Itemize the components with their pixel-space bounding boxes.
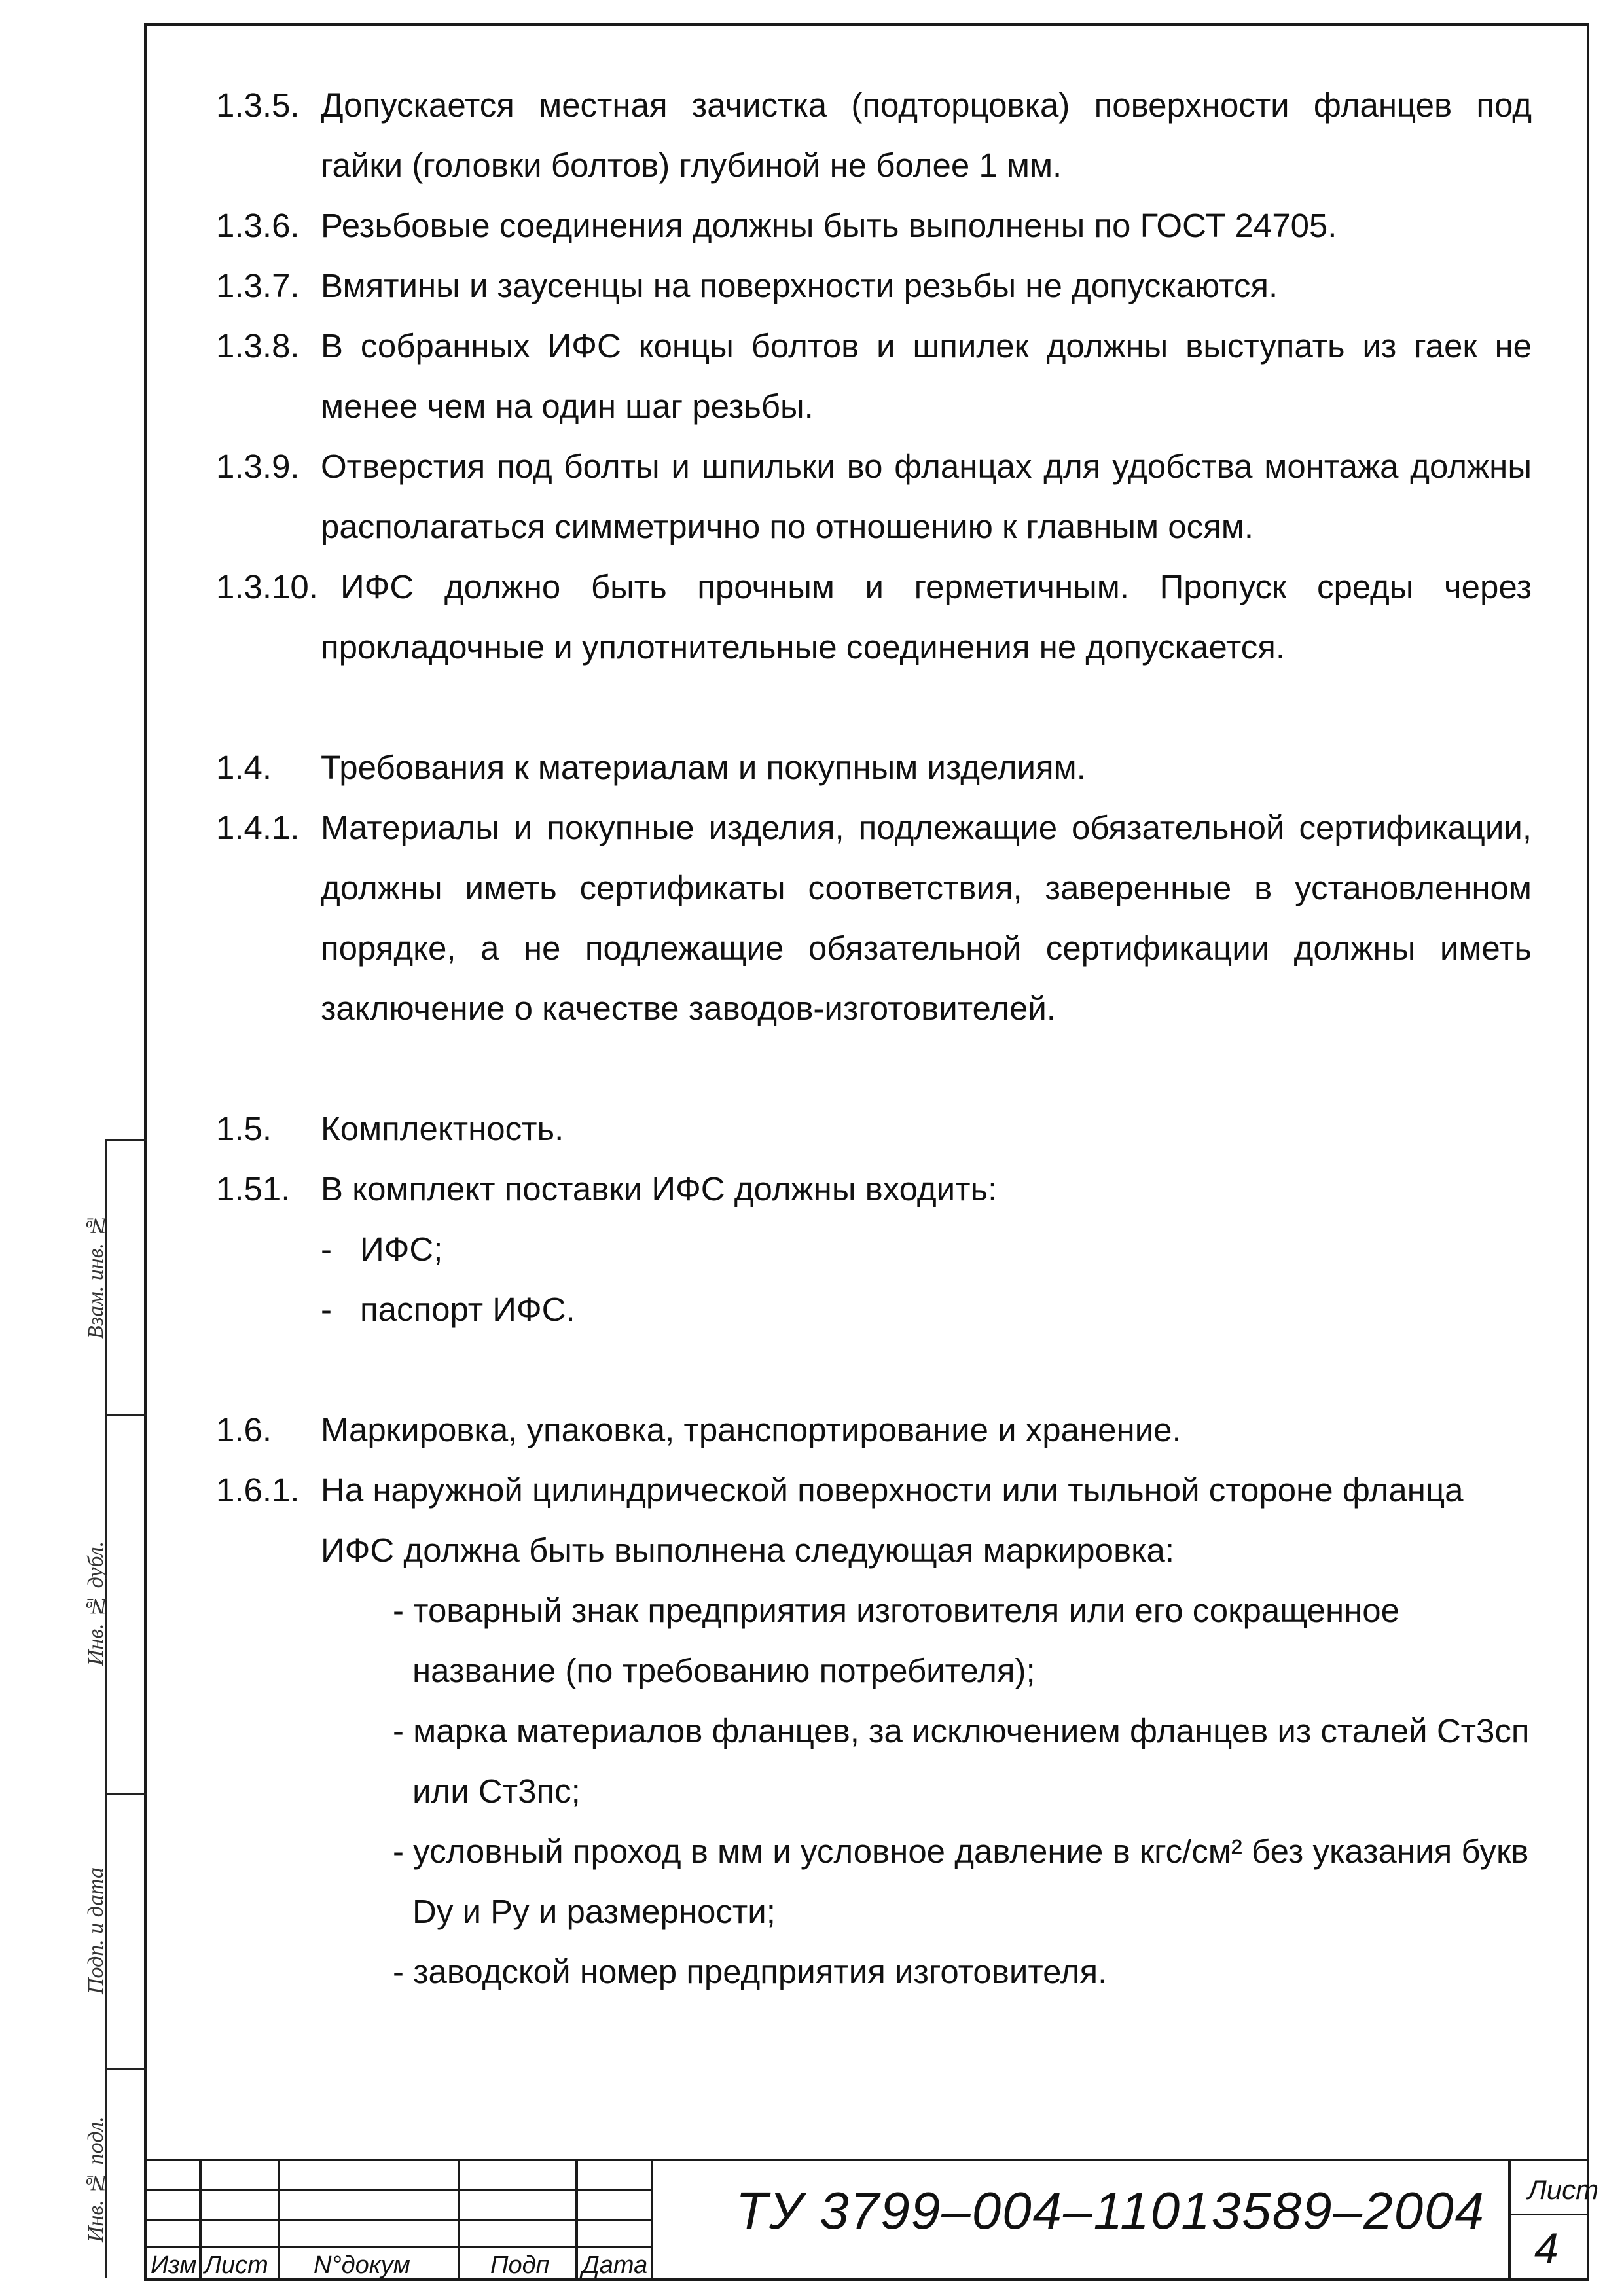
tb-col-line (575, 2161, 578, 2281)
strip-label: Подп. и дата (84, 1867, 108, 1994)
list-item: - заводской номер предприятия изготовителя. (393, 1953, 1108, 1990)
paragraph-1-3-8 (216, 316, 1532, 437)
paragraph-text: На наружной цилиндрической поверхности или тыльной стороне фланца ИФС должна быть выполнена следующая маркировка: (321, 1471, 1464, 1569)
list-item: - паспорт ИФС. (321, 1291, 575, 1328)
sheet-number: 4 (1534, 2224, 1559, 2272)
strip-divider (105, 1793, 147, 1795)
label-data: Дата (582, 2251, 648, 2279)
paragraph-1-3-6 (216, 196, 1532, 256)
tb-col-line (458, 2161, 460, 2281)
strip-label: Взам. инв. № (84, 1213, 108, 1340)
strip-label: Инв. № дубл. (84, 1541, 108, 1666)
strip-divider (105, 2068, 147, 2070)
section-number: 1.6. (216, 1411, 272, 1448)
tb-col-line (278, 2161, 280, 2281)
paragraph-number: 1.3.6. (216, 207, 300, 244)
section-title: Требования к материалам и покупным изделиям. (321, 749, 1086, 786)
paragraph-text: В собранных ИФС концы болтов и шпилек должны выступать из гаек не менее чем на один шаг резьбы. (321, 327, 1532, 425)
paragraph-1-6-1 (216, 1460, 1532, 1581)
tb-col-line (651, 2161, 653, 2281)
strip-label: Инв. № подл. (84, 2116, 108, 2243)
paragraph-text: Допускается местная зачистка (подторцовка) поверхности фланцев под гайки (головки болтов) глубиной не более 1 мм. (321, 86, 1532, 184)
section-number: 1.5. (216, 1110, 272, 1147)
paragraph-number: 1.6.1. (216, 1471, 300, 1509)
section-title: Маркировка, упаковка, транспортирование и хранение. (321, 1411, 1182, 1448)
label-podp: Подп (490, 2251, 550, 2279)
paragraph-text: Материалы и покупные изделия, подлежащие обязательной сертификации, должны иметь сертификаты соответствия, заверенные в установленном порядке, а не подлежащие обязательной сертификации должны иметь заключение о качестве заводов-изготовителей. (321, 809, 1532, 1027)
section-heading-1-6 (216, 1400, 1532, 1460)
paragraph-1-3-5 (216, 75, 1532, 196)
list-item: - условный проход в мм и условное давление в кгс/см² без указания букв Dy и Py и размерности; (393, 1833, 1529, 1930)
paragraph-1-3-7 (216, 256, 1532, 316)
paragraph-1-5-1 (216, 1159, 1532, 1219)
paragraph-number: 1.3.7. (216, 267, 300, 304)
section-number: 1.4. (216, 749, 272, 786)
label-izm: Изм (151, 2251, 197, 2279)
paragraph-1-3-9 (216, 437, 1532, 557)
paragraph-number: 1.3.5. (216, 86, 300, 124)
left-margin-strip (79, 1139, 147, 2278)
label-ndocum: N°докум (314, 2251, 410, 2279)
document-body (216, 75, 1532, 2002)
paragraph-1-3-10 (216, 557, 1532, 677)
paragraph-text: Резьбовые соединения должны быть выполнены по ГОСТ 24705. (321, 207, 1337, 244)
paragraph-text: ИФС должно быть прочным и герметичным. Пропуск среды через прокладочные и уплотнительные соединения не допускается. (321, 568, 1532, 666)
paragraph-text: Отверстия под болты и шпильки во фланцах для удобства монтажа должны располагаться симметрично по отношению к главным осям. (321, 448, 1532, 545)
paragraph-number: 1.4.1. (216, 809, 300, 846)
title-block (147, 2159, 1599, 2281)
label-list: Лист (204, 2251, 268, 2279)
list-item: - марка материалов фланцев, за исключением фланцев из сталей Ст3сп или Ст3пс; (393, 1712, 1530, 1810)
list-item: - товарный знак предприятия изготовителя или его сокращенное название (по требованию потребителя); (393, 1592, 1400, 1689)
section-heading-1-4 (216, 738, 1532, 798)
tb-col-line (199, 2161, 202, 2281)
paragraph-number: 1.51. (216, 1170, 291, 1208)
paragraph-text: Вмятины и заусенцы на поверхности резьбы не допускаются. (321, 267, 1278, 304)
list-item: - ИФС; (321, 1230, 443, 1268)
paragraph-number: 1.3.8. (216, 327, 300, 365)
paragraph-1-4-1 (216, 798, 1532, 1039)
section-title: Комплектность. (321, 1110, 564, 1147)
strip-divider (105, 1139, 147, 1141)
list-item-text: ИФС; (360, 1230, 443, 1268)
paragraph-text: В комплект поставки ИФС должны входить: (321, 1170, 998, 1208)
paragraph-number: 1.3.9. (216, 448, 300, 485)
list-item-text: паспорт ИФС. (360, 1291, 575, 1328)
section-heading-1-5 (216, 1099, 1532, 1159)
paragraph-number: 1.3.10. (216, 568, 318, 605)
strip-divider (105, 1414, 147, 1416)
document-code: ТУ 3799–004–11013589–2004 (736, 2181, 1486, 2240)
sheet-label: Лист (1528, 2174, 1599, 2205)
